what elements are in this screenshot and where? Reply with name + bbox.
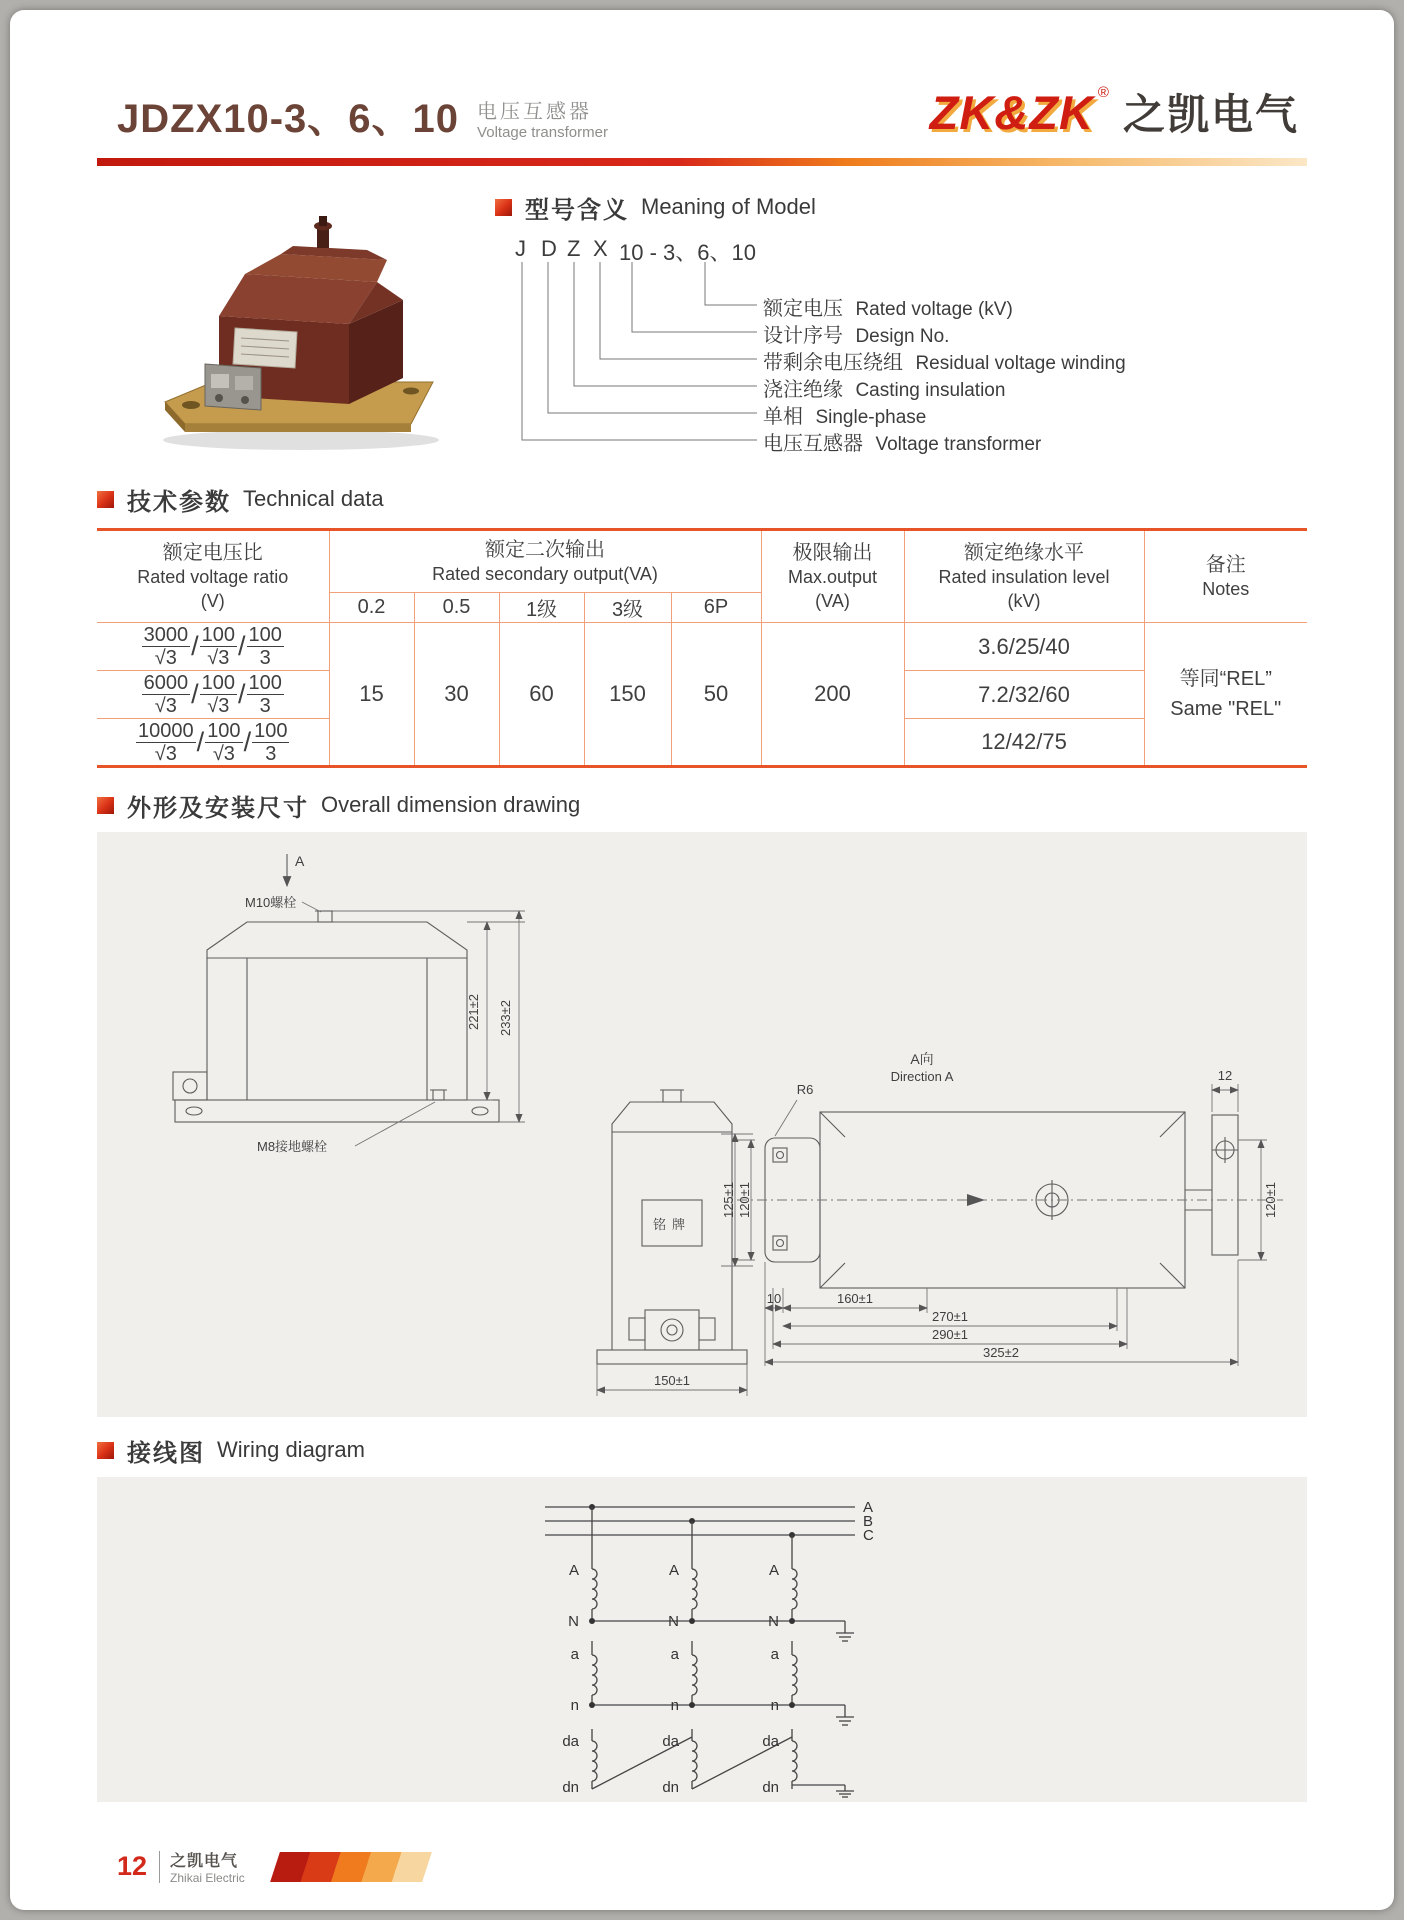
voltage-ratio-row2: $\frac{6000}{√3}$ / $\frac{100}{√3}$ / $\frac{100}{3}$ xyxy=(97,671,329,719)
terminal-n1: N xyxy=(568,1613,579,1631)
meaning-item-single-phase xyxy=(763,400,926,429)
meaning-item-cn: 单相 xyxy=(763,406,803,428)
r6-label: R6 xyxy=(796,1082,814,1098)
registered-mark: ® xyxy=(1097,84,1109,101)
meaning-item-en: Single-phase xyxy=(815,407,927,428)
terminal-sa2: a xyxy=(670,1646,679,1664)
phase-c-label: C xyxy=(863,1527,874,1545)
wiring-diagram xyxy=(487,1489,947,1799)
top-view-dimension-lines xyxy=(721,1084,1283,1366)
dim-160-label: 160±1 xyxy=(836,1291,874,1307)
meaning-item-en: Residual voltage winding xyxy=(915,353,1126,374)
phase-a-label: A xyxy=(863,1499,874,1517)
dim-150-label: 150±1 xyxy=(653,1373,691,1389)
footer-company-cn: 之凯电气 xyxy=(170,1853,239,1871)
meaning-item-cn: 电压互感器 xyxy=(763,433,863,455)
section-bullet-icon xyxy=(97,1442,114,1459)
model-meaning-section xyxy=(97,192,1307,470)
footer-divider xyxy=(159,1851,160,1883)
front-view-outline xyxy=(173,854,499,1122)
footer-decoration xyxy=(270,1852,432,1882)
logo-zkzk-text: ZK&ZK xyxy=(929,85,1094,139)
wiring-section xyxy=(97,1435,1307,1802)
transformer-illustration xyxy=(163,216,439,450)
meaning-item-en: Design No. xyxy=(855,326,950,347)
meaning-item-voltage-transformer xyxy=(763,427,1041,456)
section-bullet-icon xyxy=(97,797,114,814)
terminal-sn2: n xyxy=(670,1697,679,1715)
terminal-da2: da xyxy=(662,1733,679,1751)
header-accuracy-6p: 6P xyxy=(671,593,761,623)
model-code-letter-z: Z xyxy=(567,236,581,261)
terminal-dn2: dn xyxy=(662,1779,679,1797)
direction-a-cn-label: A向 xyxy=(910,1051,934,1068)
dim-12-label: 12 xyxy=(1217,1068,1233,1084)
product-model-title: JDZX10-3、6、10 xyxy=(117,97,460,141)
datasheet-page xyxy=(10,10,1394,1910)
footer-company-block xyxy=(170,1848,245,1885)
header-max-output: 极限输出 Max.output (VA) xyxy=(761,530,904,623)
section-title-en: Wiring diagram xyxy=(217,1437,365,1463)
output-class-6p: 50 xyxy=(671,623,761,767)
voltage-ratio-row3: $\frac{10000}{√3}$ / $\frac{100}{√3}$ / $\frac{100}{3}$ xyxy=(97,719,329,767)
notes-cell: 等同“REL” Same "REL" xyxy=(1144,623,1307,767)
m10-bolt-label: M10螺栓 xyxy=(245,895,297,911)
meaning-item-en: Casting insulation xyxy=(855,380,1006,401)
section-title-cn: 外形及安装尺寸 xyxy=(127,794,309,822)
phase-b-label: B xyxy=(863,1513,874,1531)
dimension-drawing-panel xyxy=(97,832,1307,1417)
meaning-item-en: Rated voltage (kV) xyxy=(855,299,1013,320)
section-bullet-icon xyxy=(495,199,512,216)
output-class-3: 150 xyxy=(584,623,671,767)
header-voltage-ratio: 额定电压比 Rated voltage ratio (V) xyxy=(97,530,329,623)
section-title-cn: 型号含义 xyxy=(525,196,629,224)
header-title-block xyxy=(117,87,608,144)
wiring-labels xyxy=(562,1499,874,1796)
section-title-wiring xyxy=(97,1435,1307,1465)
header-accuracy-1: 1级 xyxy=(499,593,584,623)
meaning-item-cn: 带剩余电压绕组 xyxy=(763,352,903,374)
m8-ground-bolt-label: M8接地螺栓 xyxy=(257,1139,328,1155)
dim-325-label: 325±2 xyxy=(982,1345,1020,1361)
meaning-item-cn: 浇注绝缘 xyxy=(763,379,843,401)
product-name-cn: 电压互感器 xyxy=(477,101,593,123)
section-title-en: Meaning of Model xyxy=(641,194,816,219)
terminal-n3: N xyxy=(768,1613,779,1631)
header-secondary-output: 额定二次输出 Rated secondary output(VA) xyxy=(329,530,761,593)
section-title-cn: 技术参数 xyxy=(127,488,231,516)
terminal-sa1: a xyxy=(570,1646,579,1664)
product-name-en: Voltage transformer xyxy=(477,124,608,141)
direction-a-en-label: Direction A xyxy=(890,1069,954,1085)
model-code-letter-d: D xyxy=(541,236,557,261)
section-title-en: Overall dimension drawing xyxy=(321,792,581,818)
dim-10-label: 10 xyxy=(766,1291,782,1307)
company-logo xyxy=(930,82,1299,144)
dim-233-label: 233±2 xyxy=(498,1000,513,1037)
ground-symbols xyxy=(836,1621,854,1797)
page-header xyxy=(117,82,1299,144)
insulation-row3: 12/42/75 xyxy=(904,719,1144,767)
terminal-da3: da xyxy=(762,1733,779,1751)
section-title-dimensions xyxy=(97,790,1307,820)
terminal-n2: N xyxy=(668,1613,679,1631)
section-title-technical xyxy=(97,484,1307,514)
insulation-row1: 3.6/25/40 xyxy=(904,623,1144,671)
terminal-dn3: dn xyxy=(762,1779,779,1797)
meaning-item-cn: 额定电压 xyxy=(763,298,843,320)
header-accuracy-05: 0.5 xyxy=(414,593,499,623)
nameplate-label: 铭牌 xyxy=(652,1217,692,1233)
header-accuracy-02: 0.2 xyxy=(329,593,414,623)
meaning-item-cn: 设计序号 xyxy=(763,325,843,347)
front-view-drawing xyxy=(137,850,537,1162)
model-code-letter-x: X xyxy=(593,236,608,261)
product-name-block xyxy=(477,95,608,144)
terminal-sn1: n xyxy=(570,1697,579,1715)
technical-data-table xyxy=(97,528,1307,768)
neutral-and-delta-connections xyxy=(589,1618,845,1789)
page-number: 12 xyxy=(117,1851,148,1882)
dim-120-right-label: 120±1 xyxy=(1263,1182,1278,1219)
meaning-item-en: Voltage transformer xyxy=(875,434,1042,455)
voltage-ratio-row1: $\frac{3000}{√3}$ / $\frac{100}{√3}$ / $\frac{100}{3}$ xyxy=(97,623,329,671)
dimension-section xyxy=(97,790,1307,1417)
insulation-row2: 7.2/32/60 xyxy=(904,671,1144,719)
terminal-da1: da xyxy=(562,1733,579,1751)
header-insulation-level: 额定绝缘水平 Rated insulation level (kV) xyxy=(904,530,1144,623)
section-title-cn: 接线图 xyxy=(127,1439,205,1467)
dim-270-label: 270±1 xyxy=(931,1309,969,1325)
footer-company-en: Zhikai Electric xyxy=(170,1871,245,1886)
header-accuracy-3: 3级 xyxy=(584,593,671,623)
model-code-letter-j: J xyxy=(515,236,526,261)
header-notes: 备注 Notes xyxy=(1144,530,1307,623)
terminal-sa3: a xyxy=(770,1646,779,1664)
meaning-item-design-no xyxy=(763,319,949,348)
terminal-a1: A xyxy=(568,1562,579,1580)
front-view-dimension-lines xyxy=(302,902,525,1146)
dim-221-label: 221±2 xyxy=(466,994,481,1031)
technical-data-section xyxy=(97,484,1307,768)
section-title-en: Technical data xyxy=(243,486,384,511)
dim-120-left-label: 120±1 xyxy=(737,1182,752,1219)
terminal-dn1: dn xyxy=(562,1779,579,1797)
model-breakdown xyxy=(495,196,1307,468)
meaning-item-casting-insulation xyxy=(763,373,1005,402)
meaning-item-residual-winding xyxy=(763,346,1126,375)
output-class-02: 15 xyxy=(329,623,414,767)
terminal-a3: A xyxy=(768,1562,779,1580)
meaning-item-rated-voltage xyxy=(763,292,1013,321)
page-footer xyxy=(117,1848,1307,1885)
logo-chinese-text: 之凯电气 xyxy=(1122,91,1299,138)
section-title-meaning xyxy=(495,192,816,222)
terminal-sn3: n xyxy=(770,1697,779,1715)
wiring-diagram-panel xyxy=(97,1477,1307,1802)
product-photo xyxy=(149,198,449,456)
output-class-05: 30 xyxy=(414,623,499,767)
output-class-1: 60 xyxy=(499,623,584,767)
terminal-a2: A xyxy=(668,1562,679,1580)
max-output-value: 200 xyxy=(761,623,904,767)
dim-125-label: 125±1 xyxy=(721,1182,736,1219)
dim-290-label: 290±1 xyxy=(931,1327,969,1343)
top-view-drawing xyxy=(717,1050,1292,1380)
section-bullet-icon xyxy=(97,491,114,508)
view-a-label: A xyxy=(295,853,305,870)
header-rule xyxy=(97,158,1307,166)
model-code-suffix: 10 - 3、6、10 xyxy=(619,240,756,265)
